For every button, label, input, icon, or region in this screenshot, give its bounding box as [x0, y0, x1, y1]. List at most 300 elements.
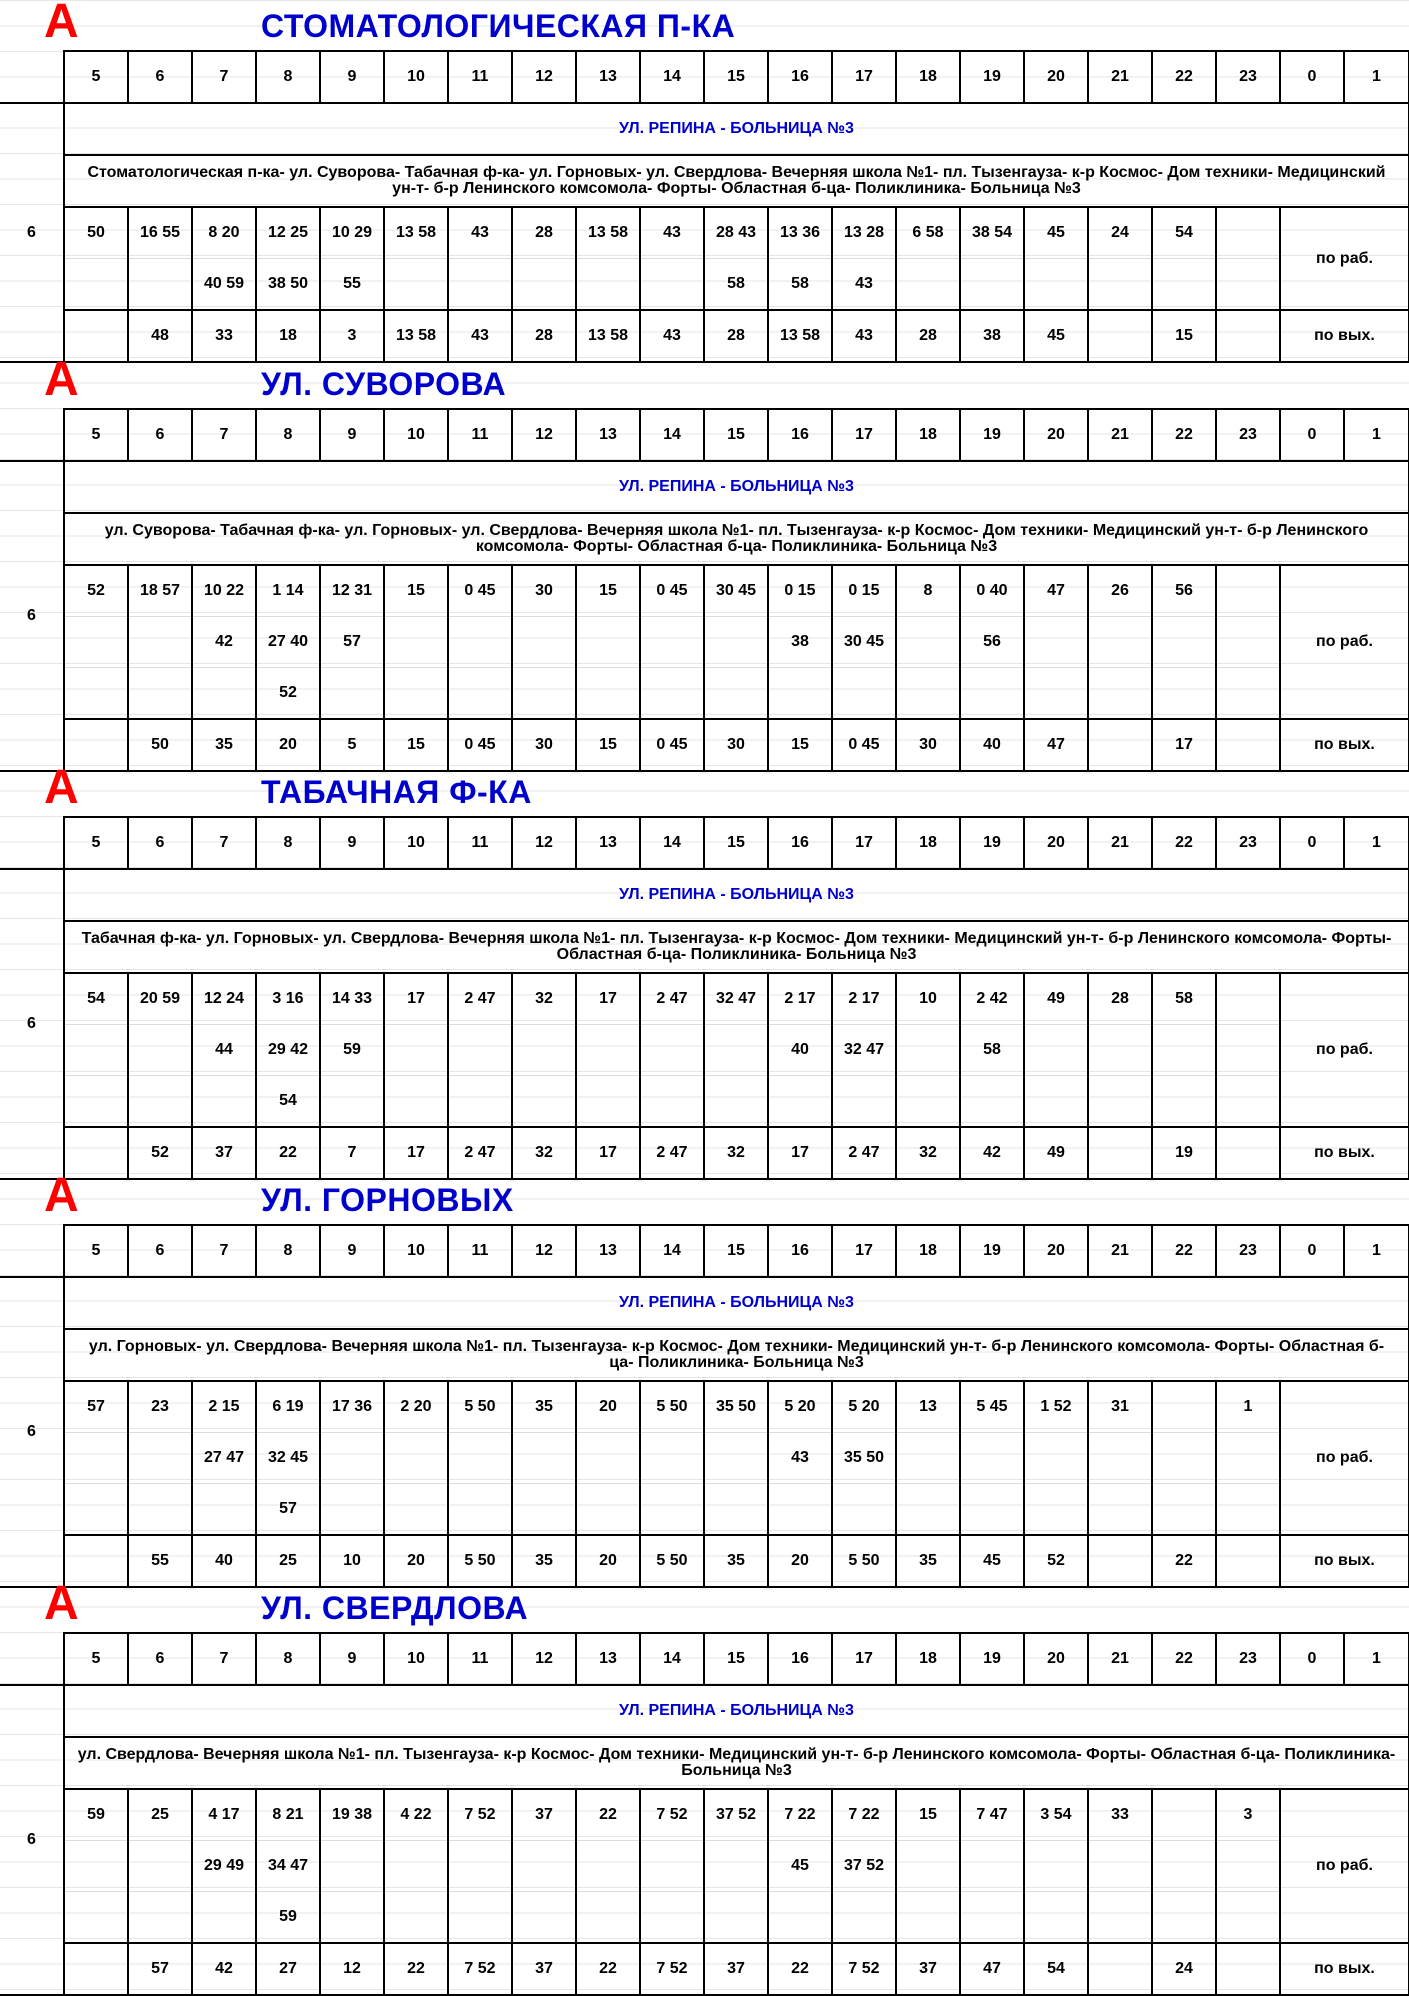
departure-minutes: 30 45: [832, 617, 896, 668]
departure-minutes: 32 47: [832, 1025, 896, 1076]
schedule-table: [0, 408, 1409, 772]
departure-minutes: 13 58: [384, 310, 448, 362]
stops-list: ул. Свердлова- Вечерняя школа №1- пл. Тызенгауза- к-р Космос- Дом техники- Медицинский ун-т- б-р Ленинского комсомола- Форты- Областная б-ца- Поликлиника- Больница №3: [64, 1737, 1409, 1789]
hours-row: [0, 51, 1409, 103]
weekday-label: по раб.: [1280, 1789, 1409, 1943]
departure-minutes: 10 29: [320, 207, 384, 259]
stop-title: УЛ. СВЕРДЛОВА: [261, 1590, 529, 1626]
weekend-row: [0, 1943, 1409, 1995]
departure-minutes: [576, 1892, 640, 1944]
departure-minutes: [704, 617, 768, 668]
departure-minutes: 15: [896, 1789, 960, 1841]
weekday-row: [0, 1381, 1409, 1433]
weekday-label: по раб.: [1280, 565, 1409, 719]
hour-header: 1: [1344, 1225, 1409, 1277]
hour-header: 5: [64, 409, 128, 461]
hour-header: 15: [704, 817, 768, 869]
weekend-label: по вых.: [1280, 310, 1409, 362]
departure-minutes: [320, 1484, 384, 1536]
departure-minutes: 38: [768, 617, 832, 668]
departure-minutes: 0 15: [832, 565, 896, 617]
hour-header: 6: [128, 817, 192, 869]
hour-header: 7: [192, 1225, 256, 1277]
hour-header: 6: [128, 51, 192, 103]
hour-header: 16: [768, 1633, 832, 1685]
departure-minutes: 0 45: [640, 719, 704, 771]
departure-minutes: 40: [768, 1025, 832, 1076]
hour-header: 22: [1152, 817, 1216, 869]
departure-minutes: [448, 1841, 512, 1892]
departure-minutes: 24: [1088, 207, 1152, 259]
departure-minutes: 1 52: [1024, 1381, 1088, 1433]
departure-minutes: 20: [384, 1535, 448, 1587]
departure-minutes: 59: [320, 1025, 384, 1076]
departure-minutes: 34 47: [256, 1841, 320, 1892]
stops-list: ул. Суворова- Табачная ф-ка- ул. Горновых- ул. Свердлова- Вечерняя школа №1- пл. Тызенгауза- к-р Космос- Дом техники- Медицинский ун-т- б-р Ленинского комсомола- Форты- Областная б-ца- Поликлиника- Больница №3: [64, 513, 1409, 565]
departure-minutes: [576, 1025, 640, 1076]
departure-minutes: 32: [512, 973, 576, 1025]
departure-minutes: [448, 1025, 512, 1076]
route-number: 6: [0, 869, 64, 1179]
hour-header: 7: [192, 1633, 256, 1685]
departure-minutes: [896, 1841, 960, 1892]
stop-header: [0, 1169, 1409, 1224]
stop-header: [0, 353, 1409, 408]
weekday-label: по раб.: [1280, 973, 1409, 1127]
departure-minutes: 13 58: [576, 310, 640, 362]
departure-minutes: [1152, 1076, 1216, 1128]
hour-header: 19: [960, 817, 1024, 869]
departure-minutes: [960, 668, 1024, 720]
departure-minutes: 30: [704, 719, 768, 771]
departure-minutes: 32: [704, 1127, 768, 1179]
departure-minutes: [1024, 1484, 1088, 1536]
schedule-table: [0, 1632, 1409, 1996]
departure-minutes: 13 58: [384, 207, 448, 259]
departure-minutes: [512, 1484, 576, 1536]
departure-minutes: [320, 1892, 384, 1944]
departure-minutes: [1216, 719, 1280, 771]
departure-minutes: 24: [1152, 1943, 1216, 1995]
departure-minutes: 7 52: [640, 1789, 704, 1841]
departure-minutes: [1216, 1076, 1280, 1128]
hour-header: 9: [320, 1633, 384, 1685]
departure-minutes: 13 36: [768, 207, 832, 259]
departure-minutes: [832, 668, 896, 720]
departure-minutes: 43: [832, 259, 896, 311]
weekend-row: [0, 1535, 1409, 1587]
departure-minutes: 35 50: [704, 1381, 768, 1433]
weekday-row: [0, 1076, 1409, 1128]
departure-minutes: [1024, 1076, 1088, 1128]
departure-minutes: 7 47: [960, 1789, 1024, 1841]
departure-minutes: [1152, 1381, 1216, 1433]
departure-minutes: 23: [128, 1381, 192, 1433]
departure-minutes: [1216, 973, 1280, 1025]
hour-header: 19: [960, 1633, 1024, 1685]
departure-minutes: 3 54: [1024, 1789, 1088, 1841]
route-row: [0, 103, 1409, 155]
hour-header: 18: [896, 817, 960, 869]
hour-header: 8: [256, 1225, 320, 1277]
departure-minutes: 5 20: [832, 1381, 896, 1433]
stop-schedule: [0, 1169, 1409, 1574]
hour-header: 12: [512, 51, 576, 103]
departure-minutes: [640, 668, 704, 720]
departure-minutes: 7 52: [448, 1943, 512, 1995]
departure-minutes: [1088, 1841, 1152, 1892]
departure-minutes: 37: [704, 1943, 768, 1995]
departure-minutes: [128, 1433, 192, 1484]
weekday-row: [0, 617, 1409, 668]
departure-minutes: 32 45: [256, 1433, 320, 1484]
hour-header: 18: [896, 1225, 960, 1277]
departure-minutes: 45: [1024, 207, 1088, 259]
stops-list: Стоматологическая п-ка- ул. Суворова- Табачная ф-ка- ул. Горновых- ул. Свердлова- Вечерняя школа №1- пл. Тызенгауза- к-р Космос- Дом техники- Медицинский ун-т- б-р Ленинского комсомола- Форты- Областная б-ца- Поликлиника- Больница №3: [64, 155, 1409, 207]
departure-minutes: 8: [896, 565, 960, 617]
departure-minutes: [1216, 1841, 1280, 1892]
weekday-row: [0, 565, 1409, 617]
departure-minutes: [1088, 1943, 1152, 1995]
departure-minutes: 22: [256, 1127, 320, 1179]
hour-header: 14: [640, 817, 704, 869]
departure-minutes: [576, 1076, 640, 1128]
departure-minutes: 57: [256, 1484, 320, 1536]
departure-minutes: 5 45: [960, 1381, 1024, 1433]
departure-minutes: 54: [1024, 1943, 1088, 1995]
departure-minutes: 17 36: [320, 1381, 384, 1433]
departure-minutes: [1216, 259, 1280, 311]
departure-minutes: [64, 1076, 128, 1128]
weekend-row: [0, 310, 1409, 362]
departure-minutes: 5 50: [448, 1381, 512, 1433]
departure-minutes: 50: [64, 207, 128, 259]
departure-minutes: 37: [896, 1943, 960, 1995]
departure-minutes: 22: [576, 1789, 640, 1841]
departure-minutes: [1152, 1484, 1216, 1536]
corner-cell: [0, 409, 64, 461]
hour-header: 21: [1088, 1225, 1152, 1277]
departure-minutes: [448, 668, 512, 720]
departure-minutes: 19: [1152, 1127, 1216, 1179]
departure-minutes: 22: [1152, 1535, 1216, 1587]
route-row: [0, 461, 1409, 513]
departure-minutes: 45: [768, 1841, 832, 1892]
hour-header: 13: [576, 409, 640, 461]
route-number: 6: [0, 1277, 64, 1587]
departure-minutes: [512, 1025, 576, 1076]
weekend-label: по вых.: [1280, 719, 1409, 771]
departure-minutes: 20: [256, 719, 320, 771]
departure-minutes: [64, 1943, 128, 1995]
hour-header: 0: [1280, 409, 1344, 461]
hour-header: 8: [256, 409, 320, 461]
hour-header: 20: [1024, 1633, 1088, 1685]
hours-row: [0, 409, 1409, 461]
stops-row: [0, 1329, 1409, 1381]
hour-header: 7: [192, 51, 256, 103]
hour-header: 8: [256, 1633, 320, 1685]
departure-minutes: [576, 617, 640, 668]
departure-minutes: 47: [960, 1943, 1024, 1995]
departure-minutes: 32 47: [704, 973, 768, 1025]
departure-minutes: 54: [1152, 207, 1216, 259]
hour-header: 18: [896, 1633, 960, 1685]
departure-minutes: 2 17: [832, 973, 896, 1025]
departure-minutes: [768, 1892, 832, 1944]
departure-minutes: 28: [512, 207, 576, 259]
hour-header: 6: [128, 409, 192, 461]
departure-minutes: [512, 668, 576, 720]
departure-minutes: 49: [1024, 973, 1088, 1025]
hour-header: 13: [576, 817, 640, 869]
departure-minutes: [512, 617, 576, 668]
departure-minutes: 5: [320, 719, 384, 771]
departure-minutes: 13 58: [768, 310, 832, 362]
departure-minutes: 47: [1024, 719, 1088, 771]
departure-minutes: 22: [768, 1943, 832, 1995]
hour-header: 10: [384, 409, 448, 461]
departure-minutes: [192, 1484, 256, 1536]
departure-minutes: 17: [576, 1127, 640, 1179]
departure-minutes: 6 58: [896, 207, 960, 259]
hour-header: 1: [1344, 51, 1409, 103]
departure-minutes: [1088, 1484, 1152, 1536]
weekday-row: [0, 1433, 1409, 1484]
hours-row: [0, 817, 1409, 869]
departure-minutes: 28: [1088, 973, 1152, 1025]
route-row: [0, 869, 1409, 921]
route-number: 6: [0, 461, 64, 771]
departure-minutes: [384, 259, 448, 311]
departure-minutes: [960, 259, 1024, 311]
hour-header: 22: [1152, 1225, 1216, 1277]
departure-minutes: 2 47: [448, 1127, 512, 1179]
hour-header: 12: [512, 1225, 576, 1277]
departure-minutes: [512, 1433, 576, 1484]
hour-header: 16: [768, 409, 832, 461]
departure-minutes: [1216, 1127, 1280, 1179]
departure-minutes: [320, 1433, 384, 1484]
departure-minutes: [1152, 1433, 1216, 1484]
route-row: [0, 1685, 1409, 1737]
stop-schedule: [0, 1577, 1409, 1982]
departure-minutes: 0 45: [640, 565, 704, 617]
departure-minutes: [320, 1841, 384, 1892]
hour-header: 19: [960, 409, 1024, 461]
departure-minutes: [1024, 1433, 1088, 1484]
schedule-table: [0, 50, 1409, 363]
hour-header: 5: [64, 1225, 128, 1277]
departure-minutes: 37 52: [704, 1789, 768, 1841]
hour-header: 15: [704, 1633, 768, 1685]
departure-minutes: [1216, 1535, 1280, 1587]
departure-minutes: [896, 259, 960, 311]
stops-row: [0, 513, 1409, 565]
departure-minutes: [128, 617, 192, 668]
departure-minutes: [704, 1892, 768, 1944]
departure-minutes: 28 43: [704, 207, 768, 259]
departure-minutes: 47: [1024, 565, 1088, 617]
departure-minutes: 59: [256, 1892, 320, 1944]
departure-minutes: [1088, 310, 1152, 362]
departure-minutes: 22: [576, 1943, 640, 1995]
hour-header: 21: [1088, 817, 1152, 869]
departure-minutes: 43: [448, 310, 512, 362]
stop-header: [0, 761, 1409, 816]
departure-minutes: [128, 1076, 192, 1128]
departure-minutes: [1088, 1076, 1152, 1128]
departure-minutes: 5 50: [640, 1535, 704, 1587]
departure-minutes: 37: [512, 1943, 576, 1995]
departure-minutes: 17: [384, 973, 448, 1025]
departure-minutes: 56: [960, 617, 1024, 668]
hour-header: 0: [1280, 817, 1344, 869]
departure-minutes: 33: [192, 310, 256, 362]
hour-header: 10: [384, 1225, 448, 1277]
hour-header: 23: [1216, 817, 1280, 869]
hour-header: 16: [768, 51, 832, 103]
departure-minutes: [832, 1076, 896, 1128]
departure-minutes: 28: [704, 310, 768, 362]
departure-minutes: [576, 1484, 640, 1536]
departure-minutes: 4 22: [384, 1789, 448, 1841]
departure-minutes: 42: [192, 617, 256, 668]
departure-minutes: 27 47: [192, 1433, 256, 1484]
departure-minutes: 59: [64, 1789, 128, 1841]
departure-minutes: 10: [320, 1535, 384, 1587]
schedule-table: [0, 816, 1409, 1180]
departure-minutes: [128, 1892, 192, 1944]
departure-minutes: [128, 1484, 192, 1536]
hour-header: 14: [640, 1225, 704, 1277]
hour-header: 11: [448, 51, 512, 103]
departure-minutes: 18 57: [128, 565, 192, 617]
departure-minutes: 57: [320, 617, 384, 668]
hour-header: 1: [1344, 409, 1409, 461]
hour-header: 0: [1280, 51, 1344, 103]
hour-header: 13: [576, 1225, 640, 1277]
departure-minutes: 35: [512, 1535, 576, 1587]
departure-minutes: [128, 1025, 192, 1076]
departure-minutes: 5 50: [832, 1535, 896, 1587]
departure-minutes: 43: [832, 310, 896, 362]
departure-minutes: 29 42: [256, 1025, 320, 1076]
departure-minutes: 5 50: [448, 1535, 512, 1587]
hour-header: 21: [1088, 1633, 1152, 1685]
departure-minutes: 12 25: [256, 207, 320, 259]
hour-header: 17: [832, 51, 896, 103]
bus-type-letter: А: [44, 0, 79, 48]
departure-minutes: [64, 668, 128, 720]
weekday-row: [0, 1789, 1409, 1841]
departure-minutes: [704, 1076, 768, 1128]
departure-minutes: 57: [64, 1381, 128, 1433]
departure-minutes: 13 28: [832, 207, 896, 259]
departure-minutes: 2 20: [384, 1381, 448, 1433]
departure-minutes: 35: [704, 1535, 768, 1587]
departure-minutes: 7 22: [768, 1789, 832, 1841]
departure-minutes: [768, 1484, 832, 1536]
departure-minutes: 27 40: [256, 617, 320, 668]
departure-minutes: 15: [576, 565, 640, 617]
weekday-row: [0, 259, 1409, 311]
departure-minutes: [640, 259, 704, 311]
stops-row: [0, 155, 1409, 207]
hour-header: 15: [704, 1225, 768, 1277]
hour-header: 22: [1152, 409, 1216, 461]
departure-minutes: [896, 1892, 960, 1944]
departure-minutes: [1216, 617, 1280, 668]
departure-minutes: [1088, 1025, 1152, 1076]
hour-header: 22: [1152, 1633, 1216, 1685]
departure-minutes: [640, 1025, 704, 1076]
weekend-row: [0, 1127, 1409, 1179]
hour-header: 1: [1344, 1633, 1409, 1685]
departure-minutes: 48: [128, 310, 192, 362]
departure-minutes: [640, 1433, 704, 1484]
departure-minutes: 52: [1024, 1535, 1088, 1587]
departure-minutes: 17: [768, 1127, 832, 1179]
route-name: УЛ. РЕПИНА - БОЛЬНИЦА №3: [64, 869, 1409, 921]
hour-header: 11: [448, 1225, 512, 1277]
departure-minutes: [576, 668, 640, 720]
departure-minutes: [1216, 310, 1280, 362]
departure-minutes: [320, 1076, 384, 1128]
departure-minutes: 52: [128, 1127, 192, 1179]
departure-minutes: [64, 617, 128, 668]
departure-minutes: 2 47: [448, 973, 512, 1025]
departure-minutes: [1216, 668, 1280, 720]
departure-minutes: 0 45: [832, 719, 896, 771]
departure-minutes: 10 22: [192, 565, 256, 617]
bus-type-letter: А: [44, 1169, 79, 1222]
stops-row: [0, 1737, 1409, 1789]
departure-minutes: 40: [192, 1535, 256, 1587]
departure-minutes: 7 52: [832, 1943, 896, 1995]
weekday-row: [0, 1841, 1409, 1892]
weekend-row: [0, 719, 1409, 771]
departure-minutes: 45: [960, 1535, 1024, 1587]
departure-minutes: 44: [192, 1025, 256, 1076]
departure-minutes: [1152, 1892, 1216, 1944]
departure-minutes: [512, 1841, 576, 1892]
departure-minutes: [384, 668, 448, 720]
departure-minutes: 7 52: [448, 1789, 512, 1841]
departure-minutes: 22: [384, 1943, 448, 1995]
departure-minutes: [1152, 668, 1216, 720]
hour-header: 17: [832, 409, 896, 461]
stop-header: [0, 0, 1409, 50]
hour-header: 0: [1280, 1633, 1344, 1685]
departure-minutes: [1216, 1433, 1280, 1484]
departure-minutes: 0 40: [960, 565, 1024, 617]
departure-minutes: [1152, 1789, 1216, 1841]
departure-minutes: 12 31: [320, 565, 384, 617]
departure-minutes: 0 45: [448, 719, 512, 771]
departure-minutes: 38: [960, 310, 1024, 362]
departure-minutes: [128, 1841, 192, 1892]
departure-minutes: [1152, 617, 1216, 668]
departure-minutes: 18: [256, 310, 320, 362]
departure-minutes: [704, 1841, 768, 1892]
departure-minutes: [640, 617, 704, 668]
hour-header: 18: [896, 409, 960, 461]
departure-minutes: [1024, 1892, 1088, 1944]
departure-minutes: 2 15: [192, 1381, 256, 1433]
weekday-label: по раб.: [1280, 1381, 1409, 1535]
departure-minutes: [64, 1841, 128, 1892]
